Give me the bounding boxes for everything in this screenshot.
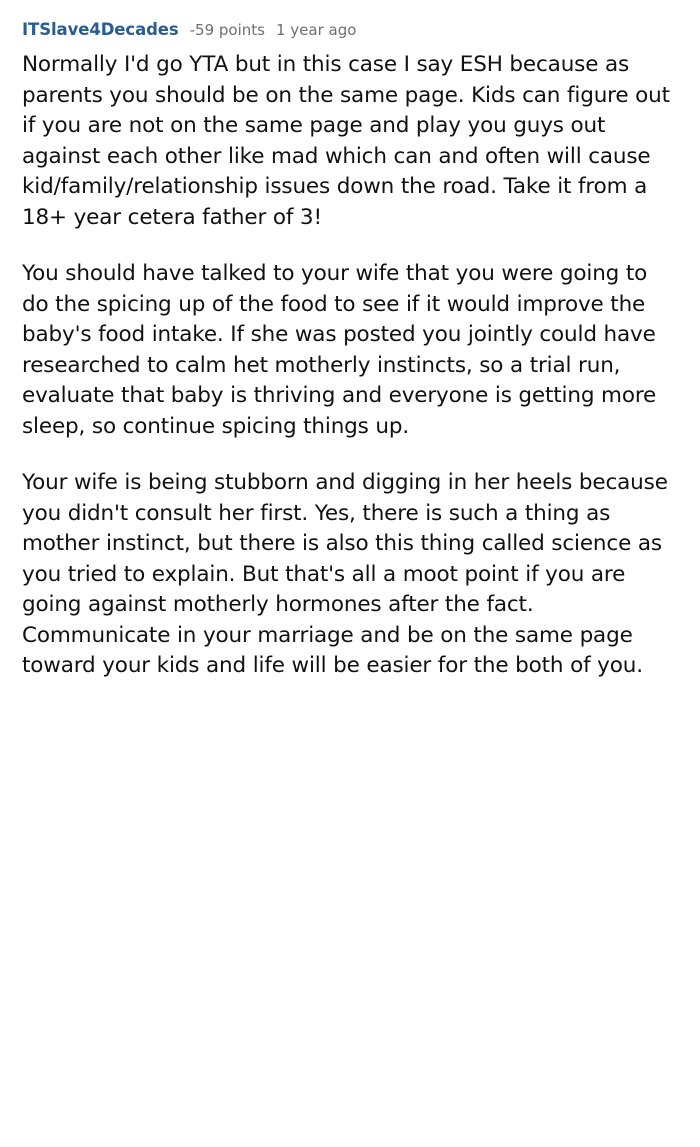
comment-paragraph: Normally I'd go YTA but in this case I say ESH because as parents you should be on the same page. Kids can figure out if you are not on the same page and play you guys out against each other like mad which can and often will cause kid/family/relationship issues down the road. Take it from a 18+ year cetera father of 3!: [22, 52, 670, 230]
comment-paragraph: You should have talked to your wife that you were going to do the spicing up of the food to see if it would improve the baby's food intake. If she was posted you jointly could have researched to calm het motherly instincts, so a trial run, evaluate that baby is thriving and everyone is getting more sleep, so continue spicing things up.: [22, 261, 657, 439]
comment-score: -59 points: [189, 21, 265, 39]
comment-paragraph: Your wife is being stubborn and digging in her heels because you didn't consult her first. Yes, there is such a thing as mother instinct, but there is also this thing called science as you tried to explain. But that's all a moot point if you are going against motherly hormones after the fact. Communicate in your marriage and be on the same page toward your kids and life will be easier for the both of you.: [22, 470, 668, 679]
comment-meta: [22, 20, 678, 39]
comment-body: [22, 50, 678, 682]
comment-author-link[interactable]: ITSlave4Decades: [22, 20, 179, 39]
comment-timestamp: 1 year ago: [275, 21, 357, 39]
